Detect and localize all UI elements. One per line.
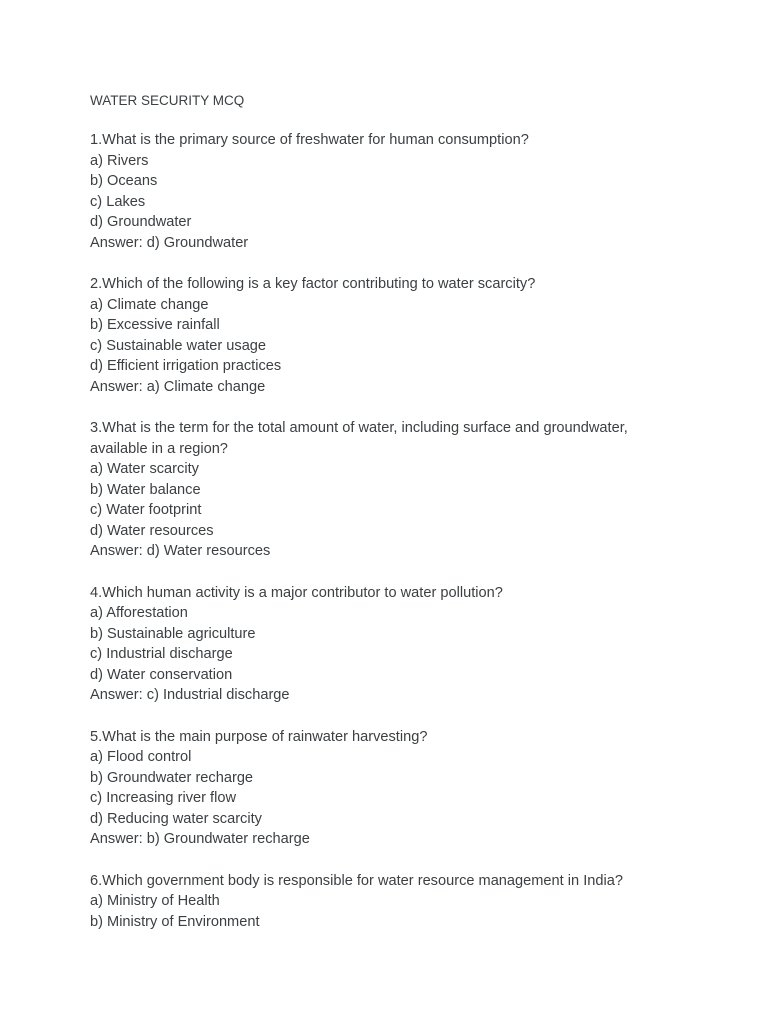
question-prompt: 6.Which government body is responsible for water resource management in India? (90, 872, 623, 889)
question-prompt: 4.Which human activity is a major contributor to water pollution? (90, 584, 503, 601)
option-d: d) Water conservation (90, 666, 233, 683)
answer-line: Answer: d) Groundwater (90, 234, 249, 251)
question-prompt-line-2: available in a region? (90, 440, 228, 457)
option-c: c) Industrial discharge (90, 646, 233, 662)
option-a: a) Rivers (90, 152, 149, 169)
option-d: d) Groundwater (90, 214, 192, 230)
question-prompt: 1.What is the primary source of freshwater for human consumption? (90, 132, 529, 148)
question-2 (90, 274, 690, 397)
document-title: WATER SECURITY MCQ (90, 93, 245, 108)
question-6 (90, 871, 690, 933)
option-d: d) Reducing water scarcity (90, 810, 262, 827)
option-b: b) Ministry of Environment (90, 913, 260, 930)
option-b: b) Oceans (90, 173, 158, 189)
option-c: c) Increasing river flow (90, 790, 236, 806)
answer-line: Answer: b) Groundwater recharge (90, 831, 310, 847)
option-c: c) Lakes (90, 193, 146, 210)
question-3 (90, 418, 690, 562)
option-a: a) Ministry of Health (90, 893, 220, 909)
answer-line: Answer: c) Industrial discharge (90, 687, 290, 703)
option-b: b) Excessive rainfall (90, 317, 220, 333)
option-a: a) Afforestation (90, 605, 188, 621)
question-prompt: 5.What is the main purpose of rainwater harvesting? (90, 728, 428, 745)
option-a: a) Flood control (90, 749, 192, 765)
question-5 (90, 727, 690, 850)
option-d: d) Efficient irrigation practices (90, 358, 282, 374)
option-b: b) Sustainable agriculture (90, 625, 256, 642)
document-page (90, 91, 690, 953)
question-1 (90, 130, 690, 253)
question-4 (90, 583, 690, 706)
option-c: c) Sustainable water usage (90, 337, 267, 354)
question-prompt: 2.Which of the following is a key factor contributing to water scarcity? (90, 276, 536, 292)
answer-line: Answer: d) Water resources (90, 543, 271, 559)
option-b: b) Groundwater recharge (90, 769, 254, 786)
option-b: b) Water balance (90, 481, 201, 498)
answer-line: Answer: a) Climate change (90, 378, 266, 395)
question-prompt-line-1: 3.What is the term for the total amount of water, including surface and groundwater, (90, 420, 628, 436)
option-a: a) Climate change (90, 296, 209, 313)
option-d: d) Water resources (90, 522, 214, 539)
option-c: c) Water footprint (90, 502, 202, 518)
option-a: a) Water scarcity (90, 461, 199, 477)
